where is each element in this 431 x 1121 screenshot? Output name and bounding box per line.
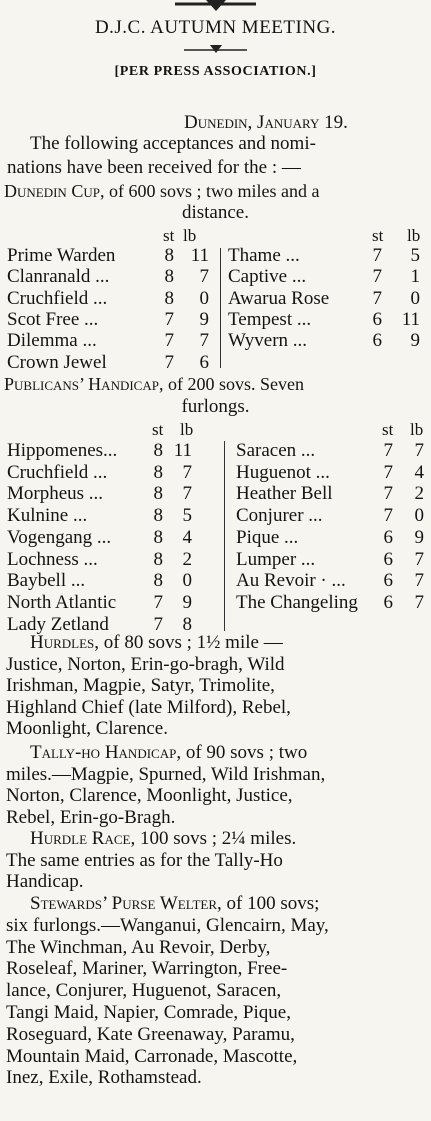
divider-ornament	[0, 44, 431, 56]
publicans-right-horse-name: Conjurer ...	[236, 505, 323, 527]
publicans-left-lb: 0	[182, 570, 192, 592]
publicans-left-horse-name: Lochness ...	[7, 548, 98, 570]
publicans-right-horse-name: Heather Bell	[236, 483, 333, 505]
press-byline: [PER PRESS ASSOCIATION.]	[114, 64, 317, 79]
publicans-right-lb: 7	[414, 548, 424, 570]
publicans-right-lb: 4	[414, 461, 424, 483]
tallyho-title: Tally-ho Handicap	[30, 742, 177, 763]
stewards-line-6: Tangi Maid, Napier, Comrade, Pique,	[6, 1002, 291, 1023]
publicans-lb-header-left: lb	[180, 420, 194, 439]
cup-column-divider	[220, 248, 221, 368]
dateline: Dunedin, January 19.	[184, 112, 348, 133]
cup-right-st: 7	[372, 287, 382, 309]
publicans-right-lb: 2	[414, 483, 424, 505]
publicans-right-horse-name: Pique ...	[236, 526, 299, 548]
hurdle_race-line-3: Handicap.	[6, 871, 84, 892]
publicans-title: Publicans’ Handicap	[4, 374, 159, 394]
cup-right-st: 7	[372, 266, 382, 288]
publicans-right-lb: 9	[414, 526, 424, 548]
stewards-line-9: Inez, Exile, Rothamstead.	[6, 1067, 202, 1089]
publicans-left-lb: 11	[173, 440, 192, 461]
publicans-left-lb: 2	[182, 548, 192, 570]
hurdles-line-2: Justice, Norton, Erin-go-bragh, Wild	[6, 653, 285, 675]
cup-left-horse-name: Cruchfield ...	[7, 287, 108, 309]
cup-st-header-right: st	[372, 226, 384, 245]
publicans-left-horse-name: North Atlantic	[7, 591, 117, 613]
top-ornament-rule	[0, 0, 431, 14]
hurdles-title: Hurdles	[30, 632, 95, 653]
publicans-left-lb: 5	[182, 505, 192, 527]
publicans-left-horse-name: Cruchfield ...	[7, 461, 108, 483]
cup-right-st: 6	[372, 308, 382, 330]
cup-right-lb: 5	[410, 245, 420, 266]
tallyho-line-2: miles.—Magpie, Spurned, Wild Irishman,	[6, 763, 326, 785]
publicans-right-st: 7	[383, 483, 393, 505]
cup-right-horse-name: Captive ...	[228, 266, 307, 288]
tallyho-line-1	[30, 742, 307, 764]
publicans-left-horse-name: Lady Zetland	[7, 613, 109, 635]
stewards-line-1	[30, 893, 319, 915]
cup-right-horse-name: Wyvern ...	[228, 330, 308, 352]
publicans-right-horse-name: Au Revoir · ...	[236, 570, 346, 592]
hurdle_race-line-1	[30, 828, 296, 850]
publicans-left-horse-name: Morpheus ...	[7, 483, 104, 505]
publicans-right-st: 6	[383, 526, 393, 548]
publicans-left-lb: 7	[182, 483, 192, 505]
publicans-right-st: 6	[383, 570, 393, 592]
cup-left-lb: 9	[199, 308, 209, 330]
publicans-desc-2: furlongs.	[181, 396, 250, 417]
publicans-right-st: 7	[383, 440, 393, 461]
headline: D.J.C. AUTUMN MEETING.	[94, 17, 337, 38]
publicans-left-lb: 4	[182, 526, 192, 548]
publicans-right-lb: 7	[414, 570, 424, 592]
stewards-line-5: lance, Conjurer, Huguenot, Saracen,	[6, 980, 282, 1002]
cup-right-horse-name: Tempest ...	[228, 308, 312, 330]
publicans-left-st: 8	[153, 505, 163, 527]
cup-desc-1: , of 600 sovs ; two miles and a	[99, 181, 320, 201]
hurdles-line-3: Irishman, Magpie, Satyr, Trimolite,	[6, 675, 275, 696]
publicans-right-horse-name: Saracen ...	[236, 440, 316, 461]
stewards-text: , of 100 sovs;	[217, 893, 320, 914]
publicans-right-lb: 0	[414, 505, 424, 527]
stewards-line-7: Roseguard, Kate Greenaway, Paramu,	[6, 1023, 295, 1045]
cup-left-st: 7	[164, 330, 174, 352]
stewards-title: Stewards’ Purse Welter	[30, 893, 217, 914]
publicans-left-lb: 8	[182, 613, 192, 635]
publicans-left-st: 8	[153, 526, 163, 548]
cup-left-lb: 11	[190, 245, 209, 266]
publicans-right-st: 7	[383, 461, 393, 483]
hurdles-line-5: Moonlight, Clarence.	[6, 718, 168, 739]
intro-line-2: nations have been received for the : —	[7, 157, 301, 178]
publicans-heading	[4, 373, 304, 395]
publicans-right-horse-name: The Changeling	[236, 591, 358, 613]
tallyho-line-4: Rebel, Erin-go-Bragh.	[6, 806, 176, 828]
cup-st-header-left: st	[163, 226, 175, 245]
cup-left-st: 8	[164, 245, 174, 266]
cup-right-st: 6	[372, 330, 382, 352]
cup-title: Dunedin Cup	[4, 181, 100, 201]
cup-left-st: 7	[164, 351, 174, 373]
cup-right-lb: 0	[410, 287, 420, 309]
cup-left-horse-name: Scot Free ...	[7, 308, 99, 330]
hurdle_race-text: , 100 sovs ; 2¼ miles.	[130, 828, 297, 849]
cup-heading	[4, 180, 319, 202]
publicans-left-st: 7	[153, 591, 163, 613]
cup-left-lb: 7	[199, 330, 209, 352]
cup-left-lb: 7	[199, 266, 209, 288]
cup-desc-2: distance.	[181, 202, 249, 223]
publicans-right-lb: 7	[414, 591, 424, 613]
hurdle_race-line-2: The same entries as for the Tally-Ho	[6, 849, 283, 871]
publicans-left-horse-name: Kulnine ...	[7, 505, 88, 527]
publicans-left-lb: 9	[182, 591, 192, 613]
publicans-st-header-left: st	[152, 420, 164, 439]
publicans-right-horse-name: Lumper ...	[236, 548, 316, 570]
tallyho-line-3: Norton, Clarence, Moonlight, Justice,	[6, 785, 293, 806]
publicans-left-horse-name: Baybell ...	[7, 570, 86, 592]
stewards-line-4: Roseleaf, Mariner, Warrington, Free-	[6, 958, 288, 980]
cup-lb-header-left: lb	[183, 226, 197, 245]
publicans-right-horse-name: Huguenot ...	[236, 461, 330, 483]
publicans-lb-header-right: lb	[410, 420, 424, 439]
hurdles-line-1	[30, 632, 283, 654]
publicans-desc-1: , of 200 sovs. Seven	[158, 374, 304, 394]
cup-left-lb: 0	[199, 287, 209, 309]
cup-left-st: 8	[164, 287, 174, 309]
cup-right-horse-name: Thame ...	[228, 245, 300, 266]
publicans-left-st: 7	[153, 613, 163, 635]
cup-lb-header-right: lb	[407, 226, 421, 245]
cup-left-st: 7	[164, 308, 174, 330]
publicans-left-horse-name: Vogengang ...	[7, 526, 112, 548]
cup-left-horse-name: Crown Jewel	[7, 351, 107, 373]
cup-left-horse-name: Dilemma ...	[7, 330, 97, 352]
cup-right-st: 7	[372, 245, 382, 266]
cup-left-horse-name: Clanranald ...	[7, 266, 110, 288]
publicans-right-lb: 7	[414, 440, 424, 461]
cup-right-lb: 1	[410, 266, 420, 288]
cup-left-horse-name: Prime Warden	[7, 245, 116, 266]
hurdles-text: , of 80 sovs ; 1½ mile —	[94, 632, 283, 653]
publicans-st-header-right: st	[382, 420, 394, 439]
publicans-right-st: 6	[383, 591, 393, 613]
cup-left-lb: 6	[199, 351, 209, 373]
hurdle_race-title: Hurdle Race	[30, 828, 131, 849]
publicans-right-st: 7	[383, 505, 393, 527]
publicans-left-st: 8	[153, 440, 163, 461]
publicans-left-horse-name: Hippomenes...	[7, 440, 118, 461]
publicans-left-st: 8	[153, 570, 163, 592]
tallyho-text: , of 90 sovs ; two	[176, 742, 308, 763]
cup-left-st: 8	[164, 266, 174, 288]
stewards-line-8: Mountain Maid, Carronade, Mascotte,	[6, 1045, 298, 1067]
publicans-left-st: 8	[153, 548, 163, 570]
hurdles-line-4: Highland Chief (late Milford), Rebel,	[6, 696, 291, 718]
publicans-left-st: 8	[153, 461, 163, 483]
intro-line-1: The following acceptances and nomi-	[30, 133, 316, 154]
publicans-right-st: 6	[383, 548, 393, 570]
cup-right-lb: 11	[401, 308, 420, 330]
publicans-left-lb: 7	[182, 461, 192, 483]
stewards-line-3: The Winchman, Au Revoir, Derby,	[6, 936, 271, 958]
publicans-column-divider	[224, 441, 225, 631]
cup-right-lb: 9	[410, 330, 420, 352]
publicans-left-st: 8	[153, 483, 163, 505]
stewards-line-2: six furlongs.—Wanganui, Glencairn, May,	[6, 914, 329, 936]
cup-right-horse-name: Awarua Rose	[228, 287, 330, 309]
